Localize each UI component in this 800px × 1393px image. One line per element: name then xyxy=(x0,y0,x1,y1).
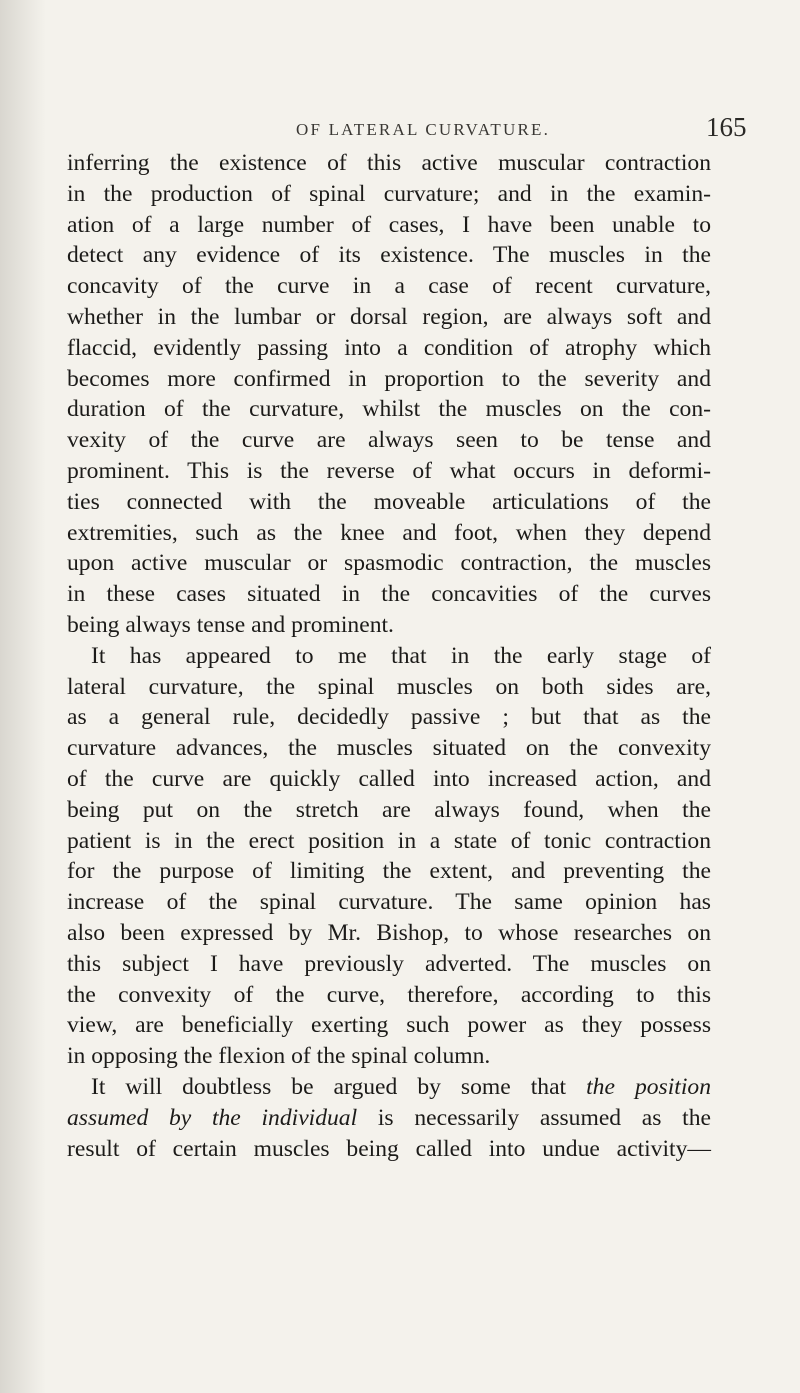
page-number: 165 xyxy=(706,112,747,142)
text-line: detect any evidence of its existence. The muscles in the xyxy=(67,242,711,269)
text-line: extremities, such as the knee and foot, when they depend xyxy=(67,519,711,546)
text-line: result of certain muscles being called into undue activity— xyxy=(67,1135,711,1162)
text-line: also been expressed by Mr. Bishop, to whose researches on xyxy=(67,919,711,946)
text-line: increase of the spinal curvature. The same opinion has xyxy=(67,889,711,916)
italic-phrase: the position xyxy=(586,1073,711,1100)
page-edge-shadow xyxy=(0,0,46,1393)
text-line: in opposing the flexion of the spinal column. xyxy=(67,1043,491,1070)
text-line: in these cases situated in the concavities of the curves xyxy=(67,581,711,608)
text-line: being always tense and prominent. xyxy=(67,611,394,638)
text-line: of the curve are quickly called into increased action, and xyxy=(67,765,711,792)
text-line: this subject I have previously adverted. The muscles on xyxy=(67,950,711,977)
text-line: upon active muscular or spasmodic contraction, the muscles xyxy=(67,550,711,577)
text-line: becomes more confirmed in proportion to the severity and xyxy=(67,365,711,392)
text-line: view, are beneficially exerting such power as they possess xyxy=(67,1012,711,1039)
text-line: for the purpose of limiting the extent, and preventing the xyxy=(67,858,711,885)
text-line: concavity of the curve in a case of recent curvature, xyxy=(67,273,711,300)
text-line: the convexity of the curve, therefore, according to this xyxy=(67,981,711,1008)
text-line: as a general rule, decidedly passive ; but that as the xyxy=(67,704,711,731)
text-line: ties connected with the moveable articulations of the xyxy=(67,488,711,515)
running-head xyxy=(0,86,800,142)
text-line: inferring the existence of this active muscular contraction xyxy=(67,150,711,176)
running-head-title: OF LATERAL CURVATURE. xyxy=(296,120,551,139)
text-span: It will doubtless be argued by some that xyxy=(91,1073,587,1100)
text-line: being put on the stretch are always found, when the xyxy=(67,796,711,823)
text-line: prominent. This is the reverse of what occurs in deformi- xyxy=(67,457,711,484)
text-line: lateral curvature, the spinal muscles on both sides are, xyxy=(67,673,711,700)
italic-phrase: assumed by the individual xyxy=(67,1104,358,1131)
text-line: in the production of spinal curvature; and in the examin- xyxy=(67,180,711,207)
text-line: patient is in the erect position in a state of tonic contraction xyxy=(67,827,711,854)
body-text xyxy=(67,148,711,1164)
text-line xyxy=(67,1103,711,1134)
paragraph-first-line xyxy=(67,1072,711,1103)
text-line: ation of a large number of cases, I have been unable to xyxy=(67,211,711,238)
text-line: vexity of the curve are always seen to be tense and xyxy=(67,427,711,454)
text-line: flaccid, evidently passing into a condition of atrophy which xyxy=(67,334,711,361)
text-line: duration of the curvature, whilst the muscles on the con- xyxy=(67,396,711,423)
paragraph-first-line: It has appeared to me that in the early stage of xyxy=(91,642,711,669)
text-line: curvature advances, the muscles situated on the convexity xyxy=(67,735,711,762)
text-span: is necessarily assumed as the xyxy=(357,1104,711,1131)
text-line: whether in the lumbar or dorsal region, are always soft and xyxy=(67,303,711,330)
